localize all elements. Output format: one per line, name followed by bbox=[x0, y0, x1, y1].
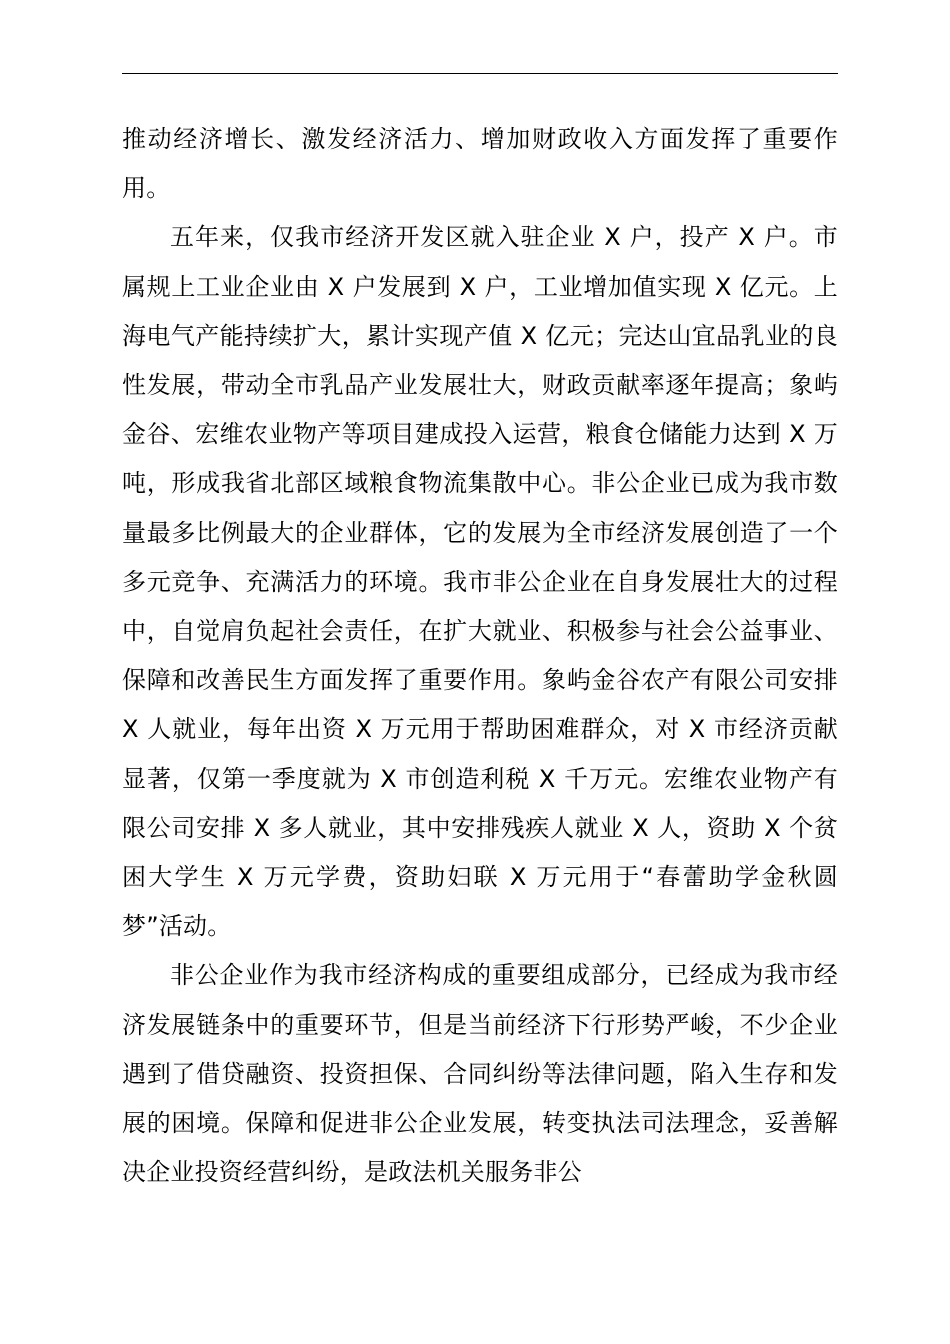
paragraph-3: 非公企业作为我市经济构成的重要组成部分，已经成为我市经济发展链条中的重要环节，但是当前经济下行形势严峻，不少企业遇到了借贷融资、投资担保、合同纠纷等法律问题，陷入生存和发展的困境。保障和促进非公企业发展，转变执法司法理念，妥善解决企业投资经营纠纷，是政法机关服务非公 bbox=[122, 961, 838, 1187]
paragraph-1: 推动经济增长、激发经济活力、增加财政收入方面发挥了重要作用。 bbox=[122, 125, 838, 203]
document-body bbox=[122, 115, 838, 1197]
header-rule bbox=[122, 73, 838, 74]
paragraph-2: 五年来，仅我市经济开发区就入驻企业 X 户，投产 X 户。市属规上工业企业由 X 户发展到 X 户，工业增加值实现 X 亿元。上海电气产能持续扩大，累计实现产值 X 亿元；完达山宜品乳业的良性发展，带动全市乳品产业发展壮大，财政贡献率逐年提高；象屿金谷、宏维农业物产等项目建成投入运营，粮食仓储能力达到 X 万吨，形成我省北部区域粮食物流集散中心。非公企业已成为我市数量最多比例最大的企业群体，它的发展为全市经济发展创造了一个多元竞争、充满活力的环境。我市非公企业在自身发展壮大的过程中，自觉肩负起社会责任，在扩大就业、积极参与社会公益事业、保障和改善民生方面发挥了重要作用。象屿金谷农产有限公司安排 X 人就业，每年出资 X 万元用于帮助困难群众，对 X 市经济贡献显著，仅第一季度就为 X 市创造利税 X 千万元。宏维农业物产有限公司安排 X 多人就业，其中安排残疾人就业 X 人，资助 X 个贫困大学生 X 万元学费，资助妇联 X 万元用于“春蕾助学金秋圆梦”活动。 bbox=[122, 223, 838, 941]
